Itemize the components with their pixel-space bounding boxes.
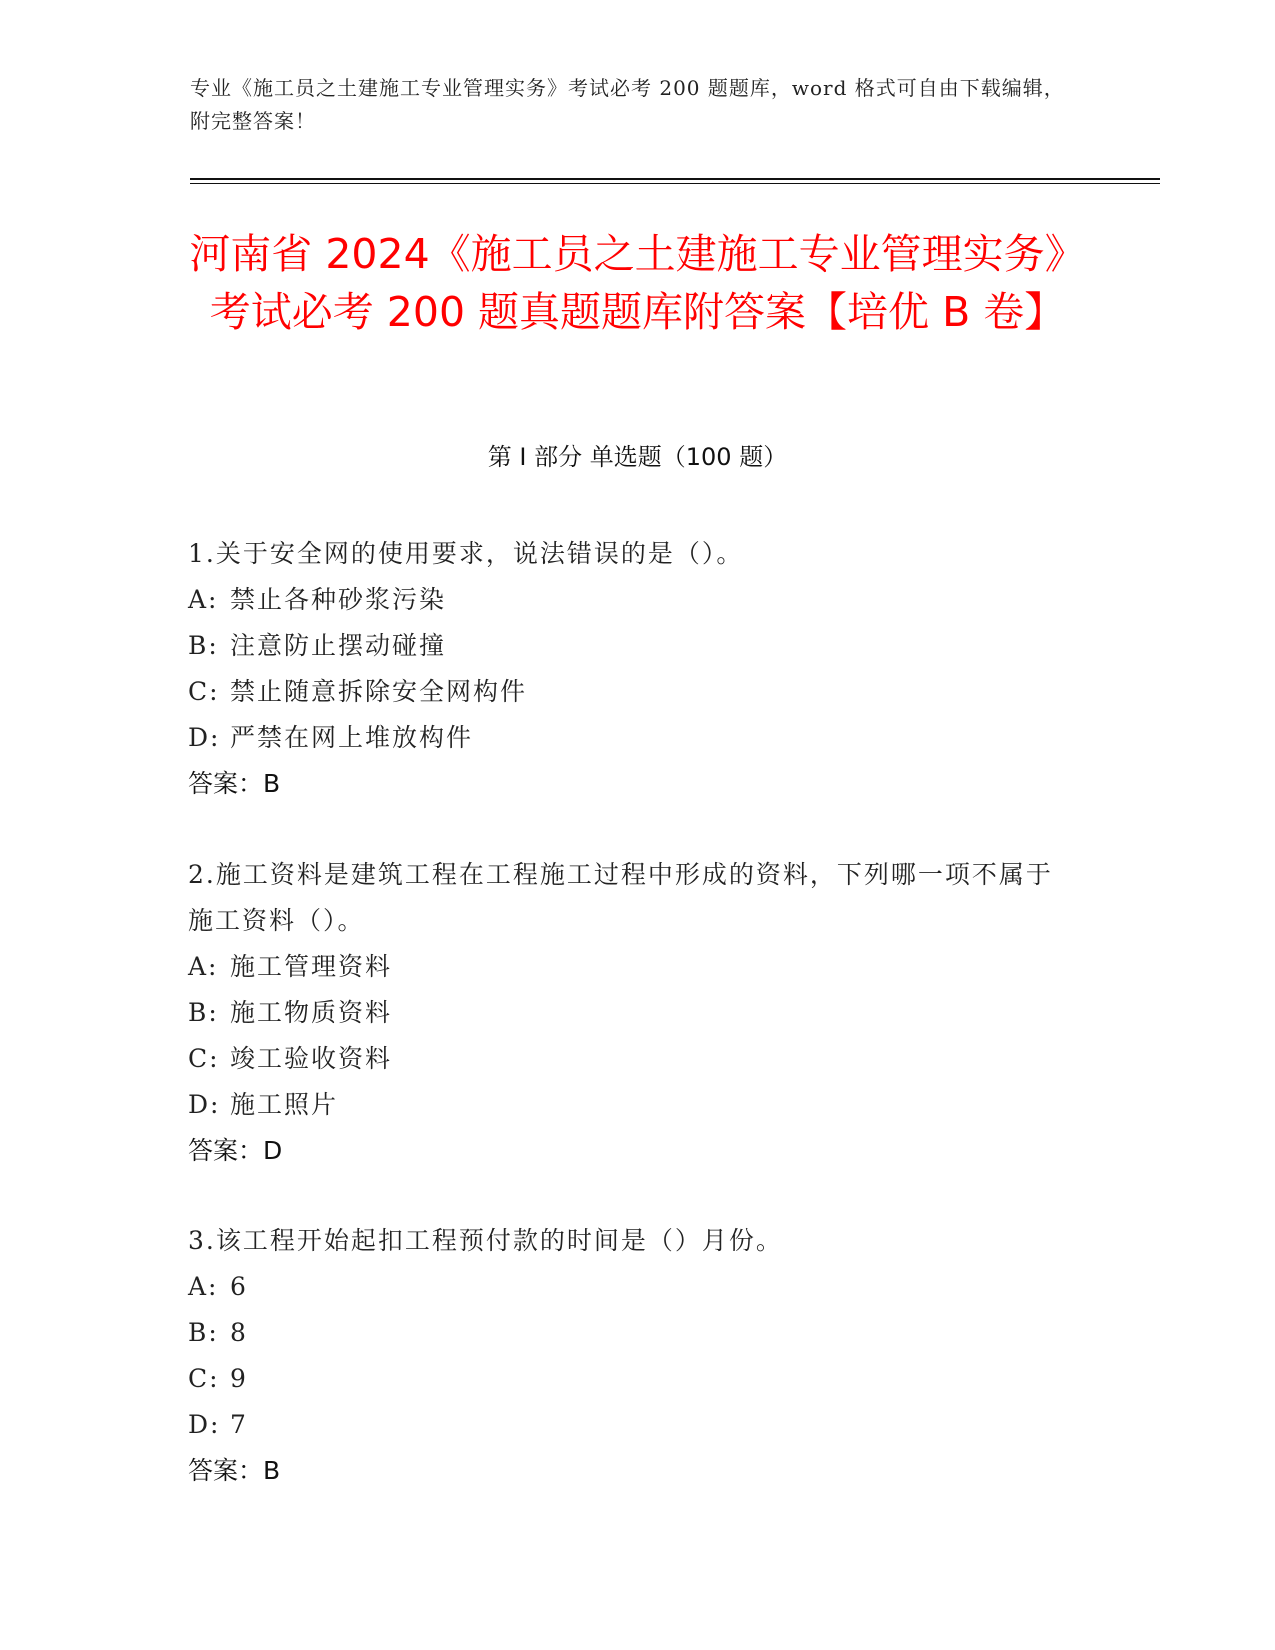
option-text: 注意防止摆动碰撞: [230, 631, 447, 660]
option-text: 8: [230, 1318, 248, 1347]
option-d: [188, 1402, 1078, 1448]
answer-line: [188, 1128, 1078, 1174]
option-key: C:: [188, 677, 220, 706]
question-text: 关于安全网的使用要求，说法错误的是（）。: [215, 539, 744, 568]
question-stem: [188, 1218, 1078, 1264]
option-text: 施工照片: [230, 1090, 339, 1119]
option-c: [188, 669, 1078, 715]
option-d: [188, 715, 1078, 761]
option-text: 严禁在网上堆放构件: [230, 723, 474, 752]
option-key: D:: [188, 1090, 221, 1119]
option-a: [188, 1264, 1078, 1310]
header-note: 专业《施工员之土建施工专业管理实务》考试必考 200 题题库，word 格式可自由下载编辑，附完整答案！: [190, 76, 1065, 133]
option-text: 竣工验收资料: [230, 1044, 393, 1073]
option-text: 禁止各种砂浆污染: [230, 585, 447, 614]
question-text: 该工程开始起扣工程预付款的时间是（）月份。: [215, 1226, 783, 1255]
question-block: [188, 852, 1078, 1174]
question-stem: [188, 531, 1078, 577]
header-divider-thick: [190, 178, 1160, 180]
document-title: 河南省 2024《施工员之土建施工专业管理实务》考试必考 200 题真题题库附答案【培优 B 卷】: [189, 230, 1086, 336]
answer-line: [188, 1448, 1078, 1494]
option-c: [188, 1356, 1078, 1402]
option-key: A:: [188, 585, 219, 614]
option-text: 7: [230, 1410, 248, 1439]
option-d: [188, 1082, 1078, 1128]
answer-label: 答案：: [188, 1456, 264, 1485]
option-text: 9: [230, 1364, 248, 1393]
answer-value: D: [263, 1136, 283, 1165]
question-number: 3.: [188, 1226, 216, 1255]
question-block: [188, 531, 1078, 807]
answer-label: 答案：: [188, 1136, 264, 1165]
option-text: 施工管理资料: [230, 952, 393, 981]
question-block: [188, 1218, 1078, 1494]
option-b: [188, 623, 1078, 669]
option-b: [188, 990, 1078, 1036]
option-key: A:: [188, 952, 219, 981]
option-key: A:: [188, 1272, 219, 1301]
option-key: C:: [188, 1044, 220, 1073]
option-b: [188, 1310, 1078, 1356]
answer-value: B: [263, 769, 281, 798]
answer-label: 答案：: [188, 769, 264, 798]
option-c: [188, 1036, 1078, 1082]
option-a: [188, 944, 1078, 990]
option-key: C:: [188, 1364, 220, 1393]
question-number: 2.: [188, 860, 216, 889]
option-text: 6: [230, 1272, 248, 1301]
option-text: 施工物质资料: [230, 998, 393, 1027]
question-text: 施工资料是建筑工程在工程施工过程中形成的资料，下列哪一项不属于施工资料（）。: [188, 860, 1053, 935]
option-key: D:: [188, 723, 221, 752]
option-key: B:: [188, 631, 219, 660]
option-a: [188, 577, 1078, 623]
section-title: 第 I 部分 单选题（100 题）: [487, 443, 788, 471]
option-key: B:: [188, 1318, 219, 1347]
answer-line: [188, 761, 1078, 807]
option-text: 禁止随意拆除安全网构件: [230, 677, 528, 706]
option-key: B:: [188, 998, 219, 1027]
question-stem: [188, 852, 1078, 944]
question-number: 1.: [188, 539, 216, 568]
option-key: D:: [188, 1410, 221, 1439]
answer-value: B: [263, 1456, 281, 1485]
header-divider-thin: [190, 183, 1160, 184]
